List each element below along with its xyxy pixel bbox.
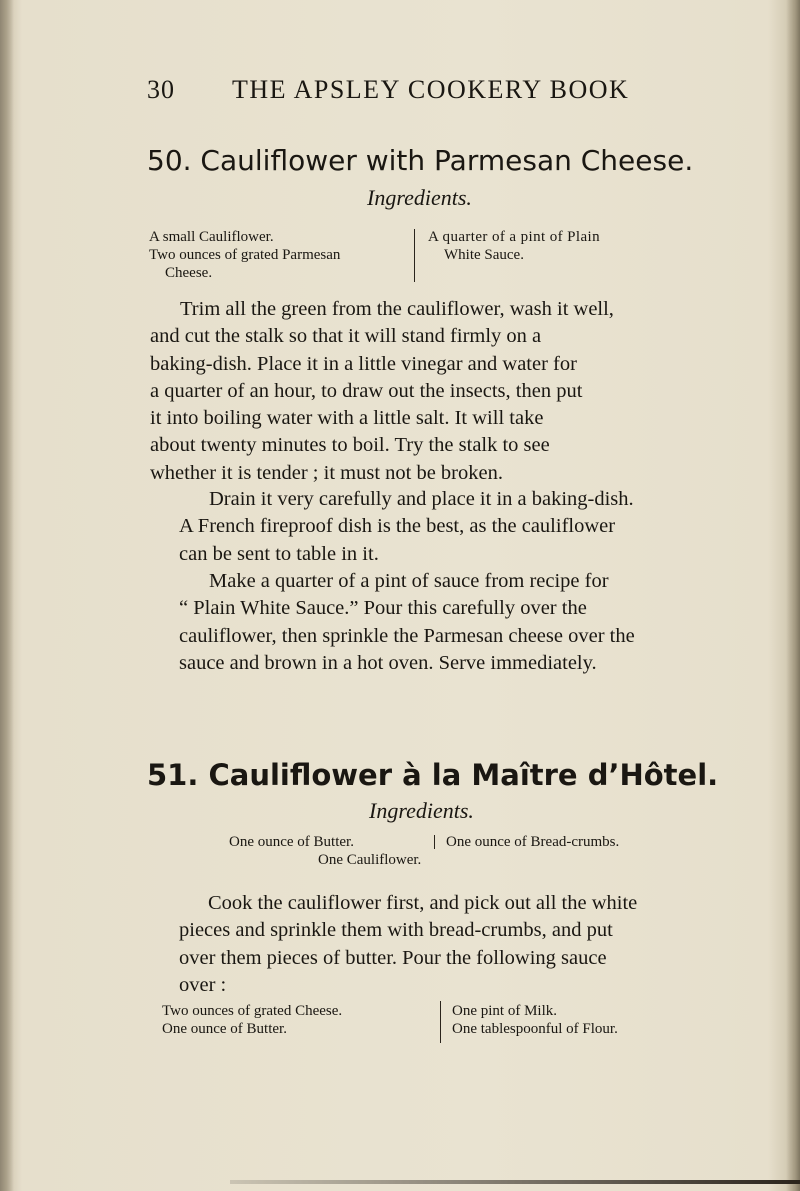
recipe-50-paragraph-2 [150,486,720,568]
ingredient-line: A small Cauliflower. [149,229,274,245]
text-line: cauliflower, then sprinkle the Parmesan cheese over the [179,624,635,647]
ingredient-line: One pint of Milk. [452,1003,557,1019]
text-line: whether it is tender ; it must not be broken. [150,461,503,484]
text-line: a quarter of an hour, to draw out the insects, then put [150,379,583,402]
text-line: over : [179,973,227,996]
sauce-ingredients-right [452,1002,618,1038]
text-line: A French fireproof dish is the best, as the cauliflower [179,515,616,538]
ingredients-divider [440,1001,441,1043]
recipe-51-ingredient-right: One ounce of Bread-crumbs. [446,834,620,850]
page-gutter-left [0,0,14,1191]
text-line: Cook the cauliflower first, and pick out all the white [208,892,638,914]
ingredient-line: One ounce of Butter. [162,1021,287,1037]
ingredients-divider [414,229,415,282]
text-line: Drain it very carefully and place it in a baking-dish. [209,488,634,510]
text-line: and cut the stalk so that it will stand firmly on a [150,325,542,348]
ingredient-line: One tablespoonful of Flour. [452,1021,618,1037]
recipe-50-title: 50. Cauliflower with Parmesan Cheese. [147,144,694,177]
recipe-51-ingredients-heading: Ingredients. [369,798,474,823]
recipe-51-title: 51. Cauliflower à la Maître d’Hôtel. [147,758,719,792]
ingredient-line: White Sauce. [444,247,524,263]
text-line: can be sent to table in it. [179,542,379,565]
running-head [0,75,800,115]
page-bottom-shadow [230,1180,800,1184]
recipe-50-ingredients-right [428,228,600,264]
text-line: it into boiling water with a little salt. It will take [150,407,544,430]
recipe-51-paragraph [150,890,714,999]
page-number: 30 [147,75,175,104]
recipe-50-paragraph-1 [150,296,720,487]
recipe-51-ingredient-center: One Cauliflower. [318,852,422,868]
recipe-51-ingredient-left: One ounce of Butter. [229,834,354,850]
text-line: baking-dish. Place it in a little vinegar and water for [150,352,577,375]
text-line: sauce and brown in a hot oven. Serve immediately. [179,651,597,674]
text-line: Make a quarter of a pint of sauce from recipe for [209,570,609,592]
text-line: Trim all the green from the cauliflower, wash it well, [180,298,614,320]
book-title: THE APSLEY COOKERY BOOK [232,75,630,104]
text-line: “ Plain White Sauce.” Pour this carefully over the [179,597,587,620]
text-line: pieces and sprinkle them with bread-crumbs, and put [179,919,613,942]
text-line: about twenty minutes to boil. Try the stalk to see [150,434,550,457]
ingredients-divider [434,835,435,849]
recipe-50-ingredients-heading: Ingredients. [367,185,472,210]
recipe-50-ingredients-left [149,228,340,282]
page-edge-right [786,0,800,1191]
sauce-ingredients-left [162,1002,342,1038]
ingredient-line: Two ounces of grated Parmesan [149,247,341,263]
text-line: over them pieces of butter. Pour the following sauce [179,946,607,969]
ingredient-line: Cheese. [165,265,213,281]
recipe-50-paragraph-3 [150,568,720,677]
ingredient-line: Two ounces of grated Cheese. [162,1003,343,1019]
ingredient-line: A quarter of a pint of Plain [428,229,600,245]
